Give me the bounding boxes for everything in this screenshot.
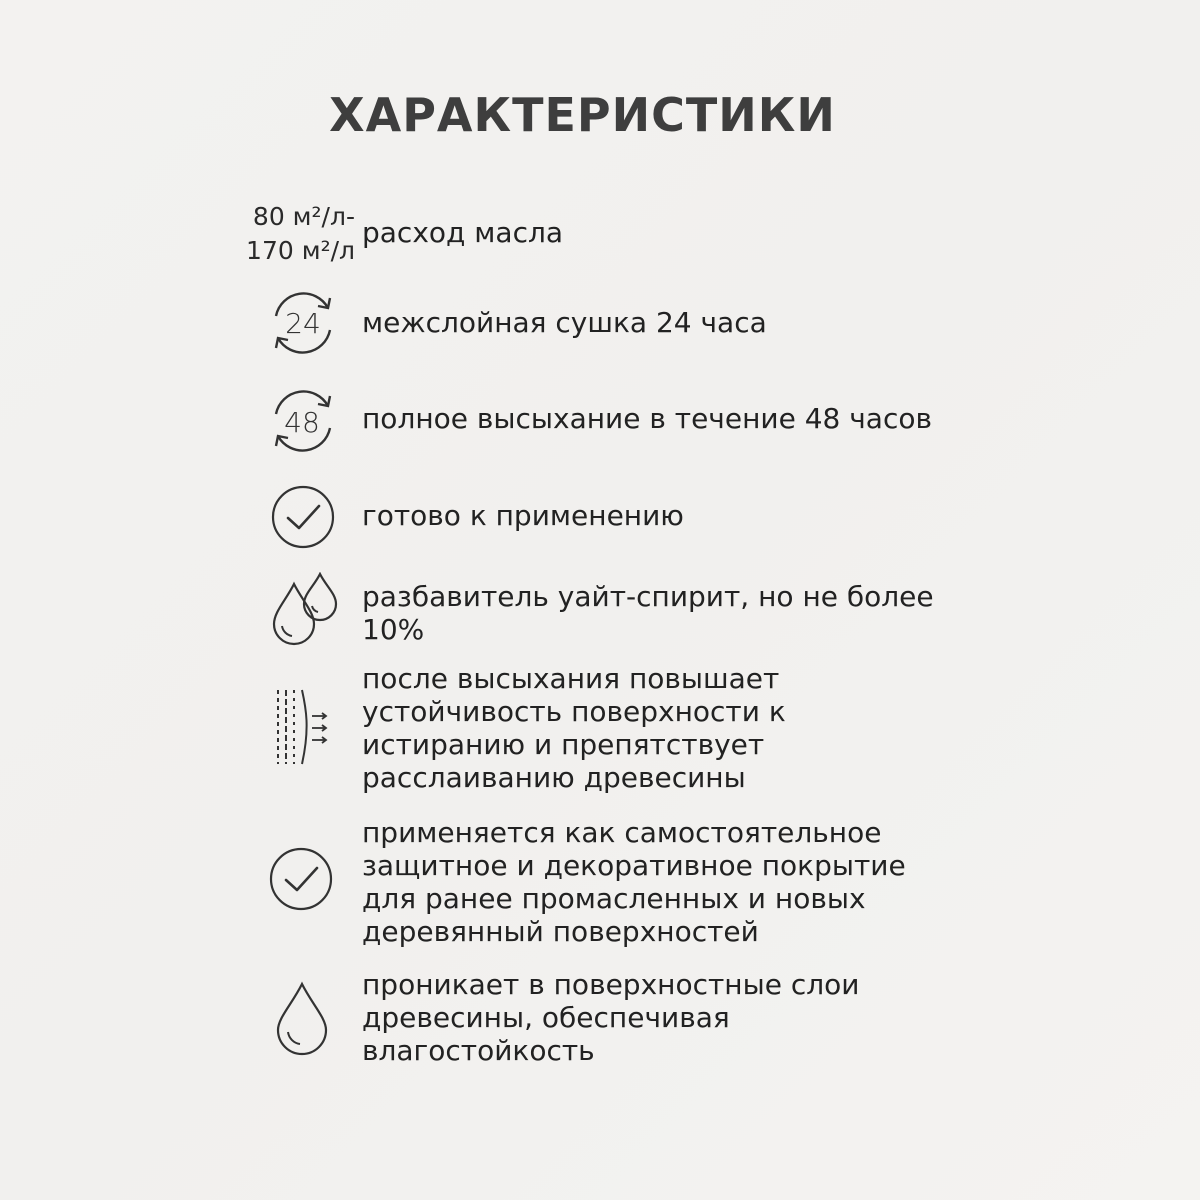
check-circle-icon bbox=[268, 846, 334, 912]
feature-text-full-drying: полное высыхание в течение 48 часов bbox=[362, 402, 932, 435]
feature-text-consumption: расход масла bbox=[362, 216, 564, 249]
feature-text-interlayer-drying: межслойная сушка 24 часа bbox=[362, 306, 767, 339]
feature-text-wear-resistance: после высыхания повышает устойчивость поверхности к истиранию и препятствует расслаиванию древесины bbox=[362, 662, 786, 794]
oil-rate-badge bbox=[215, 200, 355, 268]
check-circle-icon bbox=[270, 484, 336, 550]
drop-icon bbox=[272, 980, 332, 1056]
two-drops-icon bbox=[268, 572, 342, 648]
page-title: ХАРАКТЕРИСТИКИ bbox=[329, 88, 836, 142]
svg-text:48: 48 bbox=[284, 406, 320, 439]
cycle-24-icon bbox=[266, 286, 340, 360]
cycle-48-icon bbox=[266, 384, 340, 458]
feature-text-penetration: проникает в поверхностные слои древесины, обеспечивая влагостойкость bbox=[362, 968, 860, 1067]
oil-rate-max: 170 м²/л bbox=[246, 236, 355, 265]
feature-text-thinner: разбавитель уайт-спирит, но не более 10% bbox=[362, 580, 934, 646]
feature-text-ready: готово к применению bbox=[362, 499, 684, 532]
oil-rate-min: 80 м²/л- bbox=[252, 202, 355, 231]
wood-layers-icon bbox=[272, 688, 336, 768]
feature-text-usage: применяется как самостоятельное защитное и декоративное покрытие для ранее промасленных и новых деревянный поверхностей bbox=[362, 816, 906, 948]
svg-text:24: 24 bbox=[285, 307, 321, 340]
